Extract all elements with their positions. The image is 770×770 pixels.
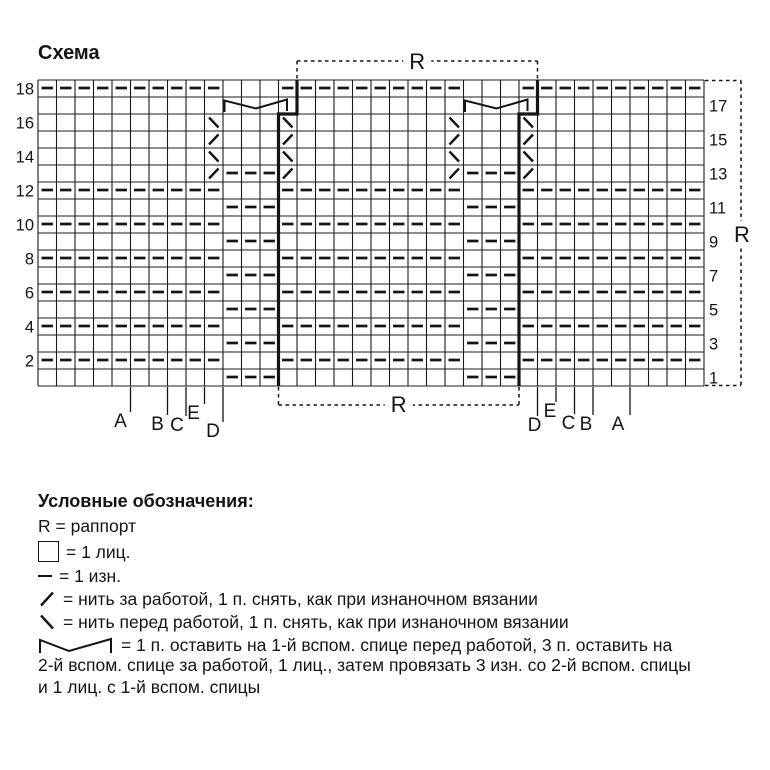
legend-item-cable [38, 635, 753, 655]
legend-purl-text: = 1 изн. [59, 566, 122, 586]
legend-slip-front-text: = нить перед работой, 1 п. снять, как при изнаночном вязании [63, 612, 569, 632]
cable-icon [38, 636, 114, 655]
legend-cable-text-1: = 1 п. оставить на 1-й вспом. спице перед работой, 3 п. оставить на [121, 635, 673, 655]
svg-text:D: D [206, 421, 220, 442]
legend-title: Условные обозначения: [38, 491, 254, 511]
row-numbers-right [709, 98, 727, 388]
rapport-bracket-bottom [279, 387, 520, 417]
legend-item-purl [38, 566, 753, 586]
svg-text:13: 13 [709, 165, 728, 184]
grid-lines [38, 80, 704, 386]
svg-text:7: 7 [709, 267, 719, 286]
svg-text:17: 17 [709, 97, 728, 116]
svg-text:B: B [579, 414, 593, 435]
legend-item-slip-back [38, 589, 753, 609]
svg-text:C: C [561, 413, 576, 434]
svg-text:8: 8 [24, 250, 34, 269]
svg-text:B: B [151, 414, 164, 435]
svg-text:5: 5 [709, 301, 719, 320]
legend-rapport-text: R = раппорт [38, 516, 137, 536]
purl-stitch-icon [38, 575, 52, 578]
legend-knit-text: = 1 лиц. [66, 541, 131, 562]
svg-text:2: 2 [24, 352, 34, 371]
svg-text:3: 3 [709, 335, 719, 354]
svg-text:6: 6 [24, 284, 34, 303]
legend-item-knit [38, 541, 753, 562]
svg-text:E: E [187, 403, 200, 424]
svg-text:R: R [734, 222, 750, 247]
svg-text:12: 12 [15, 182, 34, 201]
svg-text:10: 10 [15, 216, 34, 235]
svg-text:15: 15 [709, 131, 728, 150]
svg-text:R: R [390, 392, 407, 417]
svg-text:D: D [527, 415, 542, 436]
svg-text:11: 11 [709, 199, 727, 218]
svg-text:18: 18 [15, 80, 34, 99]
svg-text:9: 9 [709, 233, 719, 252]
rapport-bracket-top [297, 48, 538, 79]
svg-text:A: A [611, 414, 625, 435]
svg-text:14: 14 [15, 148, 34, 167]
svg-text:A: A [114, 411, 127, 432]
svg-text:E: E [543, 401, 557, 422]
svg-text:4: 4 [24, 318, 34, 337]
svg-text:R: R [409, 49, 426, 74]
column-markers-left [114, 387, 223, 442]
legend-cable-text-3: и 1 лиц. с 1-й вспом. спицы [38, 676, 261, 697]
legend-cable-text-2: 2-й вспом. спице за работой, 1 лиц., затем провязать 3 изн. со 2-й вспом. спицы [38, 655, 691, 675]
legend-slip-back-text: = нить за работой, 1 п. снять, как при изнаночном вязании [63, 589, 538, 609]
svg-text:C: C [170, 415, 184, 436]
legend-item-rapport [38, 516, 753, 536]
svg-text:1: 1 [709, 369, 719, 388]
knit-stitch-icon [38, 541, 59, 562]
row-numbers-left [16, 81, 34, 371]
slip-thread-behind-icon [38, 590, 56, 608]
column-markers-right [528, 387, 630, 436]
legend [38, 491, 753, 698]
legend-item-slip-front [38, 612, 753, 632]
svg-text:16: 16 [15, 114, 34, 133]
slip-thread-front-icon [38, 613, 56, 631]
chart-title: Схема [38, 42, 100, 64]
